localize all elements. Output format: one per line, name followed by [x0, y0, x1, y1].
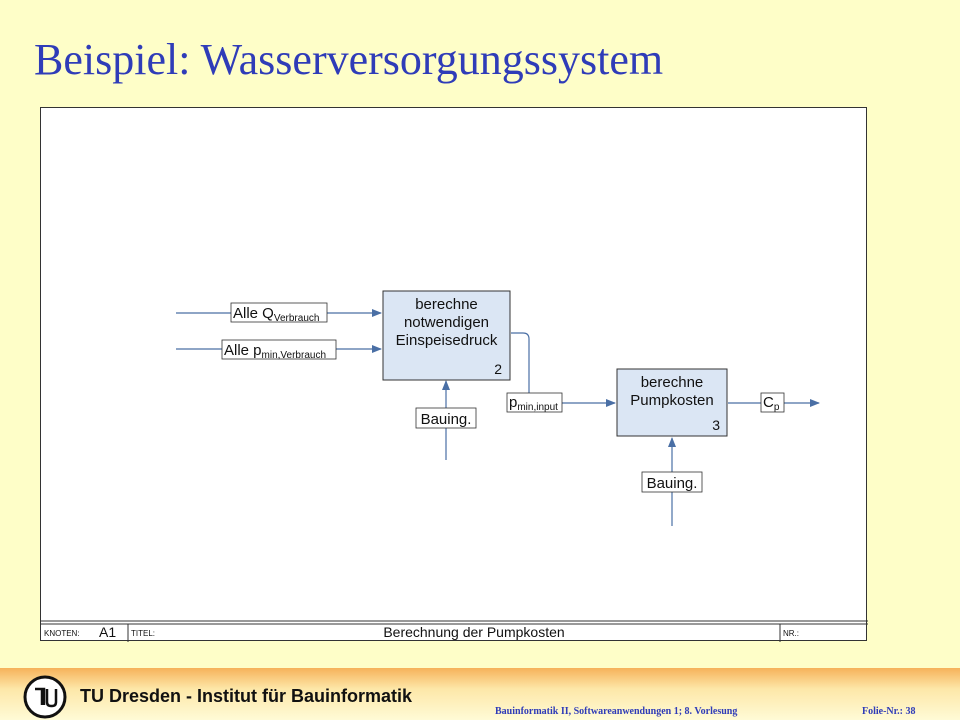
idef0-diagram: [40, 107, 867, 641]
box1-line2: notwendigen: [403, 314, 490, 331]
slide-number: Folie-Nr.: 38: [862, 706, 916, 717]
activity-box-pumpkosten: [617, 369, 727, 436]
intermediate-main: p: [509, 394, 518, 411]
input-p-main: Alle p: [224, 342, 262, 359]
input-label-p: [222, 340, 336, 361]
node-value: A1: [99, 624, 117, 640]
box2-line1: berechne: [640, 374, 704, 391]
title-label: TITEL:: [131, 629, 156, 638]
mechanism-label-2: [642, 472, 702, 492]
diagram-title: Berechnung der Pumpkosten: [383, 624, 565, 640]
input-q-sub: Verbrauch: [273, 313, 320, 324]
intermediate-label-p-min-input: [507, 393, 562, 413]
input-label-q: [231, 303, 327, 324]
nr-label: NR.:: [783, 629, 799, 638]
diagram-canvas: [41, 108, 868, 642]
output-label-cp: [761, 393, 784, 413]
mechanism2-text: Bauing.: [646, 475, 698, 492]
box1-number: 2: [494, 361, 502, 377]
mechanism1-text: Bauing.: [420, 411, 472, 428]
box1-line1: berechne: [415, 296, 478, 313]
institute-name: TU Dresden - Institut für Bauinformatik: [80, 686, 413, 706]
mechanism-label-1: [416, 408, 476, 428]
course-info: Bauinformatik II, Softwareanwendungen 1; 8. Vorlesung: [495, 706, 738, 717]
output-main: C: [763, 394, 774, 411]
box2-number: 3: [712, 417, 720, 433]
node-label: KNOTEN:: [44, 629, 80, 638]
input-q-main: Alle Q: [233, 305, 274, 322]
tu-dresden-logo: [22, 674, 68, 720]
activity-box-einspeisedruck: [383, 291, 510, 380]
connector-arrow-p-input: [511, 333, 615, 403]
intermediate-sub: min,input: [517, 402, 558, 413]
input-p-sub: min,Verbrauch: [261, 350, 327, 361]
output-sub: p: [773, 402, 780, 413]
slide-title: Beispiel: Wasserversorgungssystem: [34, 35, 664, 84]
diagram-footer: [41, 621, 868, 642]
box1-line3: Einspeisedruck: [395, 332, 498, 349]
box2-line2: Pumpkosten: [630, 392, 714, 409]
